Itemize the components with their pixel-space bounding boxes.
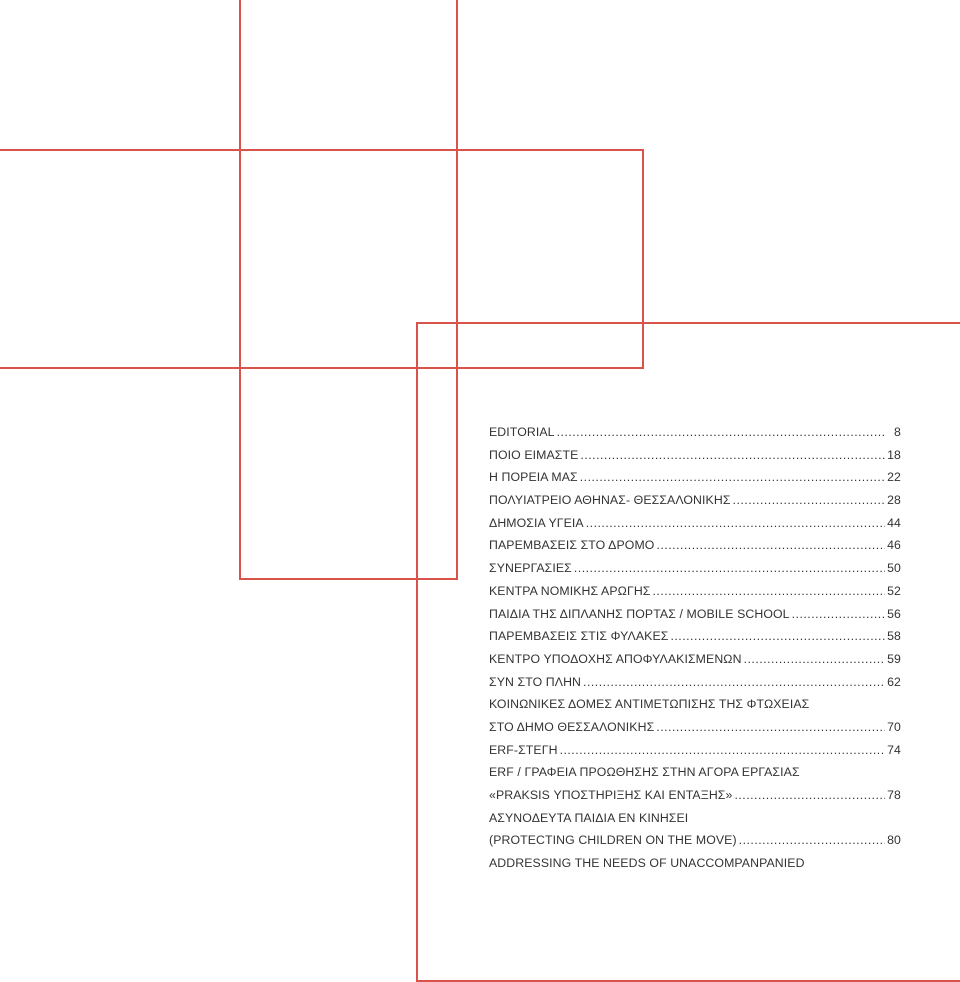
toc-page-number: 80: [887, 833, 901, 848]
toc-page-number: 18: [887, 447, 901, 462]
toc-entry[interactable]: [489, 603, 901, 626]
toc-entry-title: EDITORIAL: [489, 425, 555, 439]
toc-line: [489, 761, 901, 784]
toc-entry[interactable]: [489, 557, 901, 580]
toc-line: [489, 716, 901, 739]
toc-dot-leader: [656, 716, 885, 739]
toc-line: [489, 466, 901, 489]
toc-page-number: 70: [887, 719, 901, 734]
toc-line: [489, 807, 901, 830]
toc-entry-title: Η ΠΟΡΕΙΑ ΜΑΣ: [489, 470, 578, 485]
toc-line: [489, 671, 901, 694]
toc-line: [489, 489, 901, 512]
toc-line: [489, 739, 901, 762]
toc-dot-leader: [586, 512, 885, 535]
toc-entry-title: ΠΟΛΥΙΑΤΡΕΙΟ ΑΘΗΝΑΣ- ΘΕΣΣΑΛΟΝΙΚΗΣ: [489, 493, 731, 508]
toc-page-number: 52: [887, 583, 901, 598]
toc-entry-title: ΠΟΙΟ ΕΙΜΑΣΤΕ: [489, 447, 579, 462]
toc-line: [489, 603, 901, 626]
toc-entry-title: ΔΗΜΟΣΙΑ ΥΓΕΙΑ: [489, 515, 584, 530]
toc-entry[interactable]: [489, 852, 901, 875]
toc-entry[interactable]: [489, 807, 901, 852]
toc-entry-title: (PROTECTING CHILDREN ON THE MOVE): [489, 833, 737, 848]
toc-dot-leader: [656, 534, 885, 557]
toc-entry-title: ΣΥΝ ΣΤΟ ΠΛΗΝ: [489, 674, 582, 689]
toc-entry[interactable]: [489, 512, 901, 535]
toc-dot-leader: [580, 466, 885, 489]
toc-page-number: 56: [887, 606, 901, 621]
toc-page-number: 28: [887, 493, 901, 508]
toc-page-number: 74: [887, 742, 901, 757]
toc-page-number: 62: [887, 674, 901, 689]
toc-page-number: 46: [887, 538, 901, 553]
toc-line: [489, 580, 901, 603]
toc-line: [489, 444, 901, 467]
toc-entry[interactable]: [489, 534, 901, 557]
toc-line: [489, 693, 901, 716]
toc-entry-title: ΣΤΟ ΔΗΜΟ ΘΕΣΣΑΛΟΝΙΚΗΣ: [489, 719, 655, 734]
toc-dot-leader: [744, 648, 885, 671]
toc-entry-title: ΠΑΡΕΜΒΑΣΕΙΣ ΣΤΙΣ ΦΥΛΑΚΕΣ: [489, 629, 669, 644]
toc-line: [489, 557, 901, 580]
toc-entry-title: ERF / ΓΡΑΦΕΙΑ ΠΡΟΩΘΗΣΗΣ ΣΤΗΝ ΑΓΟΡΑ ΕΡΓΑΣΙΑΣ: [489, 765, 800, 780]
toc-page-number: 78: [887, 788, 901, 802]
toc-line: [489, 829, 901, 852]
toc-entry-title: ERF-ΣΤΕΓΗ: [489, 742, 558, 757]
toc-line: [489, 625, 901, 648]
toc-dot-leader: [557, 421, 885, 444]
toc-page-number: 50: [887, 561, 901, 576]
toc-line: [489, 784, 901, 807]
toc-line: [489, 421, 901, 444]
toc-entry-title: ΚΟΙΝΩΝΙΚΕΣ ΔΟΜΕΣ ΑΝΤΙΜΕΤΩΠΙΣΗΣ ΤΗΣ ΦΤΩΧΕΙΑΣ: [489, 697, 810, 712]
toc-dot-leader: [733, 489, 885, 512]
toc-page-number: 58: [887, 629, 901, 644]
toc-line: [489, 512, 901, 535]
toc-dot-leader: [739, 829, 885, 852]
toc-page-number: 44: [887, 515, 901, 530]
toc-line: [489, 648, 901, 671]
toc-page-number: 22: [887, 470, 901, 485]
toc-dot-leader: [792, 603, 885, 626]
toc-dot-leader: [580, 444, 885, 467]
toc-entry[interactable]: [489, 466, 901, 489]
toc-line: [489, 852, 901, 875]
toc-entry-title: ΠΑΙΔΙΑ ΤΗΣ ΔΙΠΛΑΝΗΣ ΠΟΡΤΑΣ / MOBILE SCHOOL: [489, 606, 790, 621]
toc-dot-leader: [560, 739, 885, 762]
toc-dot-leader: [574, 557, 885, 580]
toc-entry-title: ADDRESSING THE NEEDS OF UNACCOMPANPANIED: [489, 856, 805, 871]
toc-entry-title: ΚΕΝΤΡΑ ΝΟΜΙΚΗΣ ΑΡΩΓΗΣ: [489, 583, 651, 598]
table-of-contents: [489, 421, 901, 875]
toc-page-number: 59: [887, 651, 901, 666]
toc-page-number: 8: [894, 425, 901, 439]
toc-entry[interactable]: [489, 761, 901, 806]
toc-entry-title: ΠΑΡΕΜΒΑΣΕΙΣ ΣΤΟ ΔΡΟΜΟ: [489, 538, 655, 553]
toc-entry-title: ΚΕΝΤΡΟ ΥΠΟΔΟΧΗΣ ΑΠΟΦΥΛΑΚΙΣΜΕΝΩΝ: [489, 651, 742, 666]
toc-entry[interactable]: [489, 444, 901, 467]
toc-entry[interactable]: [489, 739, 901, 762]
toc-entry-title: ΣΥΝΕΡΓΑΣΙΕΣ: [489, 561, 572, 576]
toc-dot-leader: [653, 580, 885, 603]
toc-entry-title: «PRAKSIS ΥΠΟΣΤΗΡΙΞΗΣ ΚΑΙ ΕΝΤΑΞΗΣ»: [489, 788, 733, 802]
toc-entry[interactable]: [489, 489, 901, 512]
toc-entry-title: ΑΣΥΝΟΔΕΥΤΑ ΠΑΙΔΙΑ ΕΝ ΚΙΝΗΣΕΙ: [489, 810, 689, 825]
toc-line: [489, 534, 901, 557]
toc-entry[interactable]: [489, 671, 901, 694]
toc-entry[interactable]: [489, 648, 901, 671]
toc-entry[interactable]: [489, 580, 901, 603]
toc-entry[interactable]: [489, 421, 901, 444]
toc-entry[interactable]: [489, 693, 901, 738]
toc-entry[interactable]: [489, 625, 901, 648]
toc-dot-leader: [734, 784, 885, 807]
toc-dot-leader: [670, 625, 885, 648]
toc-dot-leader: [583, 671, 885, 694]
